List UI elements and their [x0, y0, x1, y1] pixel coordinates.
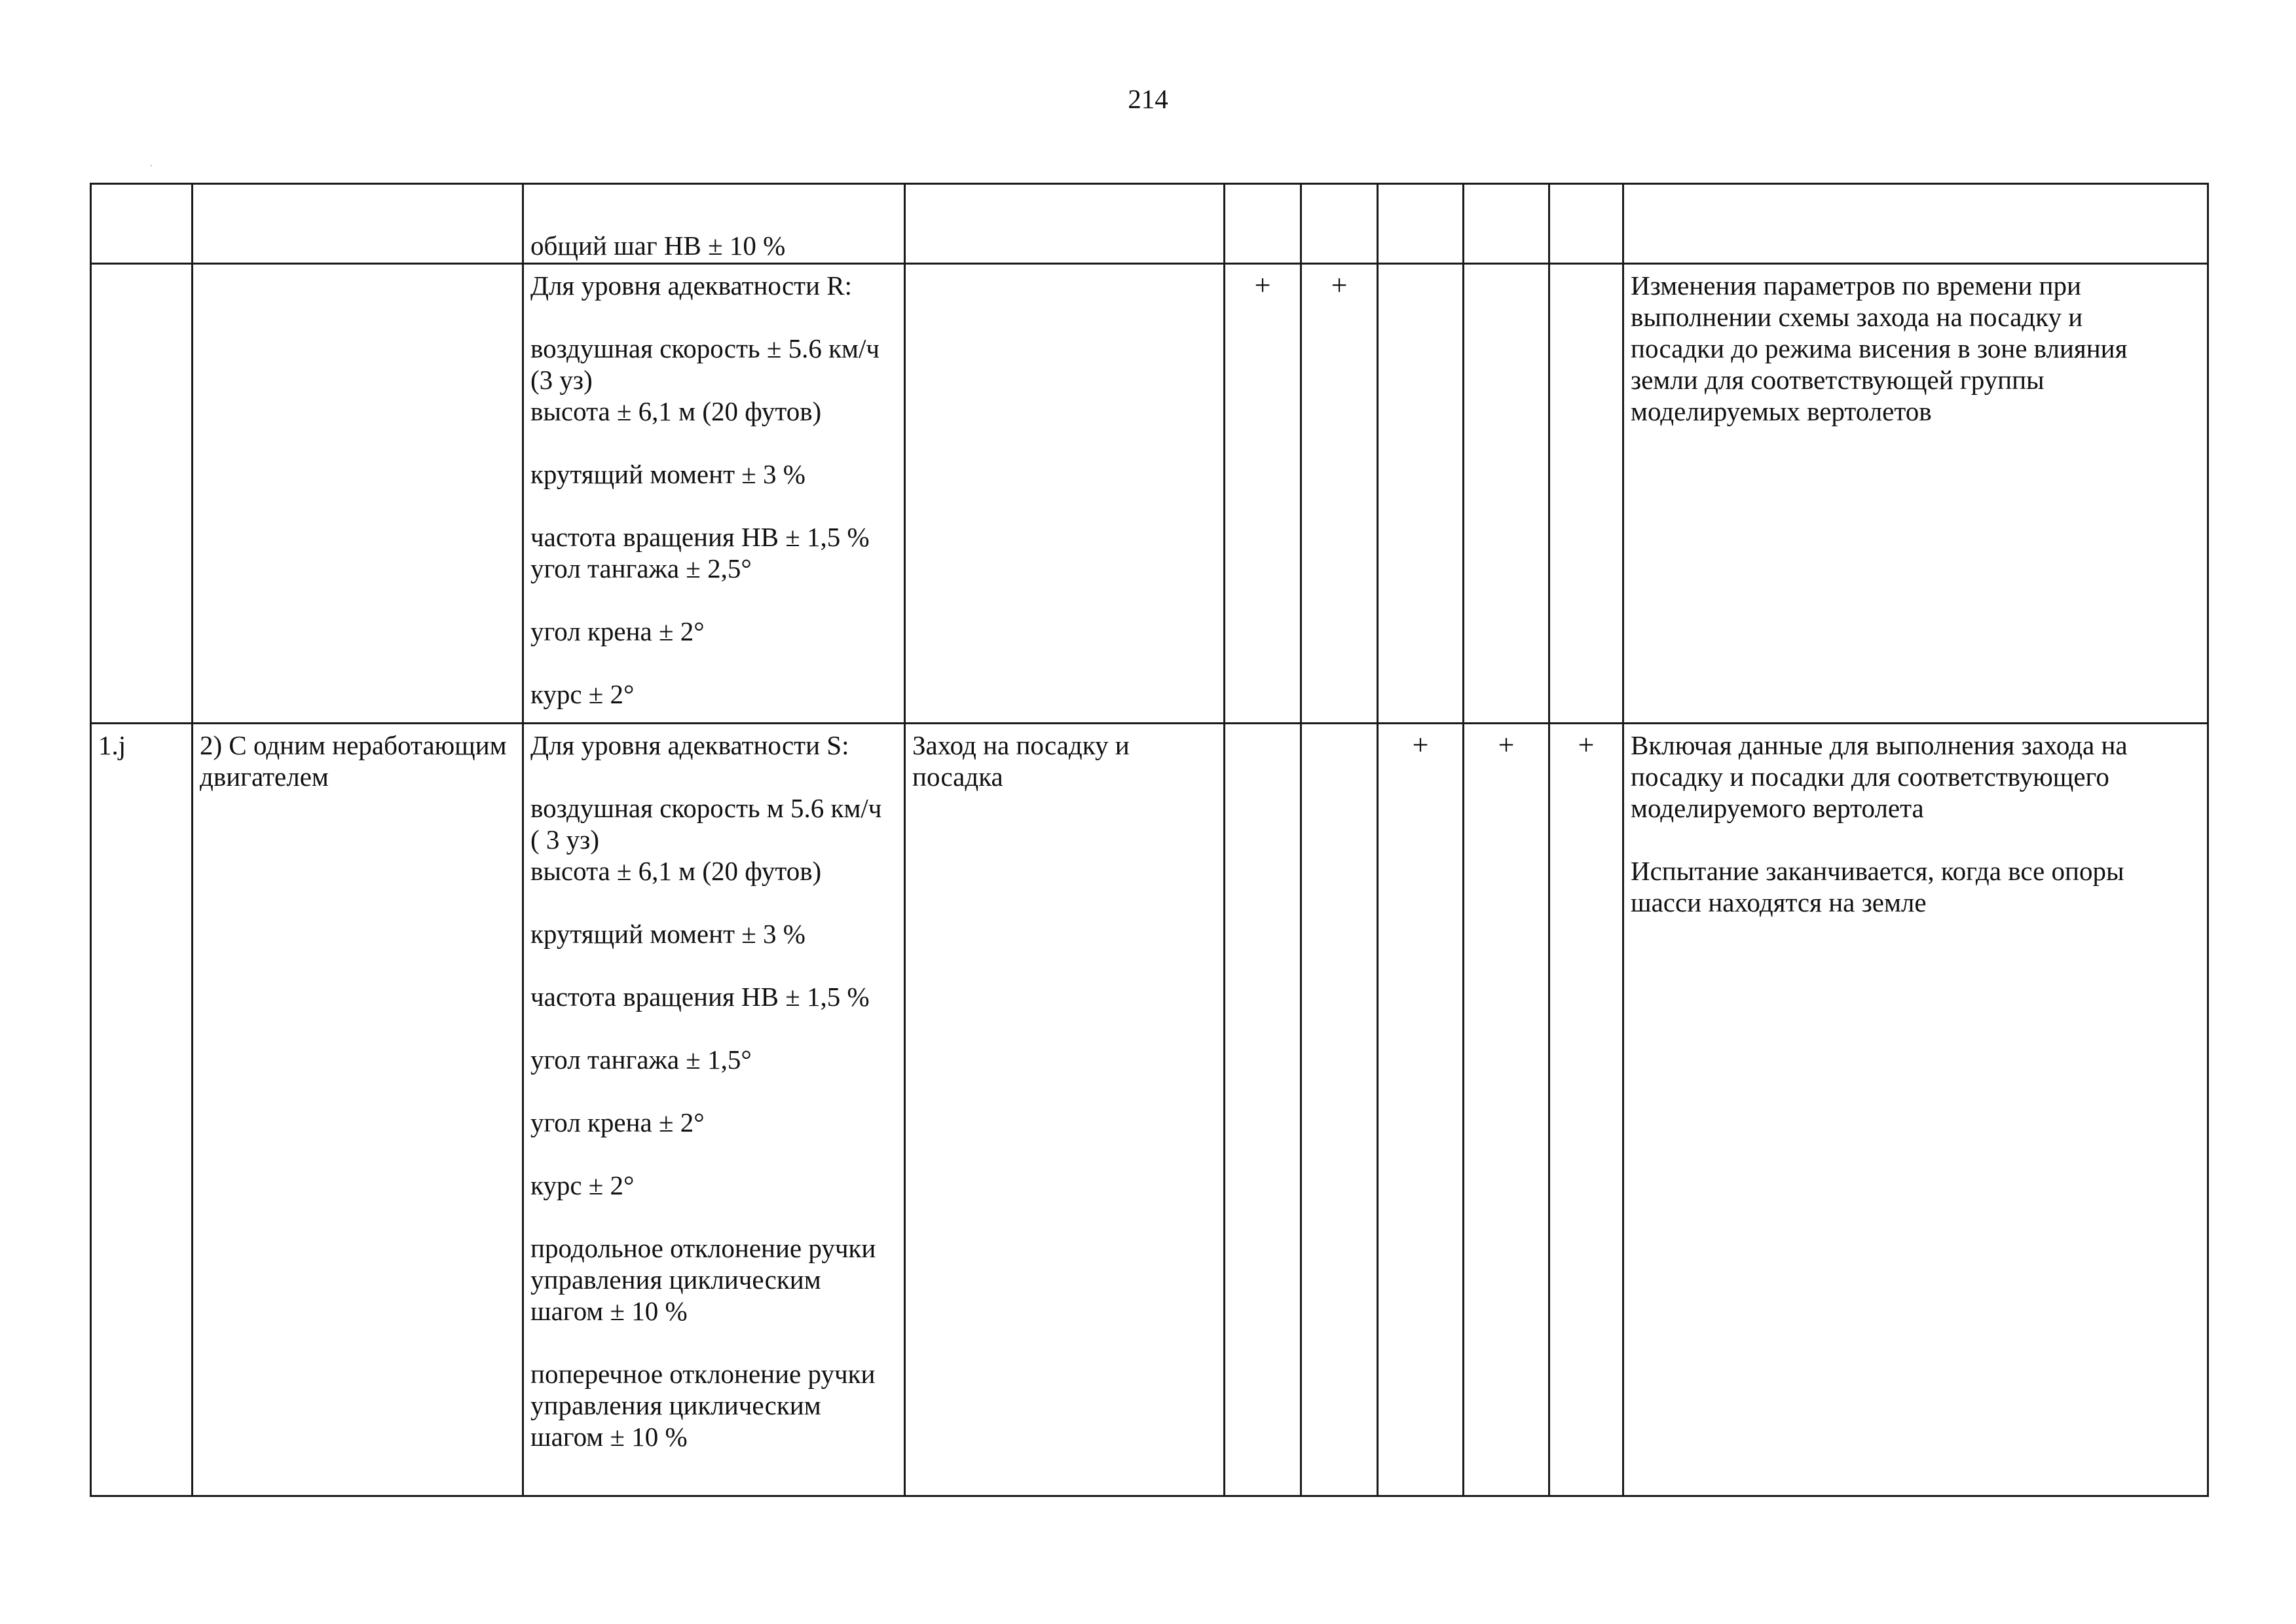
tolerance-line: (3 уз) — [530, 365, 593, 395]
tolerance-line: продольное отклонение ручки управления циклическим шагом ± 10 % — [530, 1233, 876, 1326]
tolerance-cell — [523, 264, 905, 724]
test-condition-cell: 2) С одним неработающим двигателем — [193, 724, 523, 1496]
note-line: выполнении схемы захода на посадку и — [1631, 302, 2083, 332]
level-mark-cell — [1549, 184, 1623, 264]
level-mark-cell — [1464, 264, 1549, 724]
tolerance-line: курс ± 2° — [530, 679, 635, 709]
tolerance-line: воздушная скорость м 5.6 км/ч — [530, 793, 882, 823]
tolerance-line: высота ± 6,1 м (20 футов) — [530, 396, 822, 426]
tolerance-line: ( 3 уз) — [530, 824, 600, 855]
level-mark-cell: + — [1549, 724, 1623, 1496]
test-condition-cell — [193, 264, 523, 724]
scan-mark — [151, 165, 152, 166]
test-number-cell — [91, 264, 193, 724]
test-condition-cell — [193, 184, 523, 264]
level-mark-cell — [1301, 724, 1378, 1496]
level-mark-cell: + — [1225, 264, 1301, 724]
tolerance-line: общий шаг НВ ± 10 % — [530, 231, 786, 261]
note-line: шасси находятся на земле — [1631, 887, 1927, 917]
tolerance-line: частота вращения НВ ± 1,5 % — [530, 522, 870, 552]
flight-condition-cell: Заход на посадку и посадка — [905, 724, 1225, 1496]
level-mark-cell — [1225, 724, 1301, 1496]
requirements-table — [90, 183, 2209, 1497]
level-mark-cell — [1464, 184, 1549, 264]
tolerance-line: крутящий момент ± 3 % — [530, 459, 805, 489]
note-line: посадку и посадки для соответствующего — [1631, 762, 2109, 792]
note-line: Испытание заканчивается, когда все опоры — [1631, 856, 2124, 886]
table-row — [91, 724, 2208, 1496]
level-mark-cell: + — [1378, 724, 1464, 1496]
level-mark-cell — [1549, 264, 1623, 724]
note-line: земли для соответствующей группы — [1631, 365, 2045, 395]
tolerance-line: частота вращения НВ ± 1,5 % — [530, 982, 870, 1012]
test-number-cell — [91, 184, 193, 264]
tolerance-line: угол крена ± 2° — [530, 616, 705, 646]
note-line: Изменения параметров по времени при — [1631, 270, 2081, 301]
tolerance-cell — [523, 724, 905, 1496]
tolerance-line: высота ± 6,1 м (20 футов) — [530, 856, 822, 886]
level-mark-cell: + — [1301, 264, 1378, 724]
notes-cell — [1623, 184, 2208, 264]
table-row — [91, 184, 2208, 264]
level-mark-cell — [1378, 184, 1464, 264]
flight-condition-cell — [905, 264, 1225, 724]
note-line: моделируемого вертолета — [1631, 793, 1924, 823]
table-row — [91, 264, 2208, 724]
level-mark-cell: + — [1464, 724, 1549, 1496]
tolerance-line: угол тангажа ± 1,5° — [530, 1044, 752, 1075]
flight-condition-cell — [905, 184, 1225, 264]
tolerance-line: курс ± 2° — [530, 1170, 635, 1200]
tolerance-line: воздушная скорость ± 5.6 км/ч — [530, 333, 880, 363]
test-number-cell: 1.j — [91, 724, 193, 1496]
level-mark-cell — [1378, 264, 1464, 724]
tolerance-heading: Для уровня адекватности S: — [530, 730, 849, 760]
tolerance-line: угол крена ± 2° — [530, 1107, 705, 1137]
notes-cell — [1623, 264, 2208, 724]
level-mark-cell — [1301, 184, 1378, 264]
note-line: моделируемых вертолетов — [1631, 396, 1932, 426]
page-number: 214 — [1128, 84, 1168, 114]
tolerance-cell — [523, 184, 905, 264]
tolerance-line: поперечное отклонение ручки управления циклическим шагом ± 10 % — [530, 1359, 876, 1452]
level-mark-cell — [1225, 184, 1301, 264]
tolerance-line: крутящий момент ± 3 % — [530, 919, 805, 949]
note-line: Включая данные для выполнения захода на — [1631, 730, 2128, 760]
tolerance-heading: Для уровня адекватности R: — [530, 270, 852, 301]
note-line: посадки до режима висения в зоне влияния — [1631, 333, 2128, 363]
notes-cell — [1623, 724, 2208, 1496]
tolerance-line: угол тангажа ± 2,5° — [530, 553, 752, 583]
